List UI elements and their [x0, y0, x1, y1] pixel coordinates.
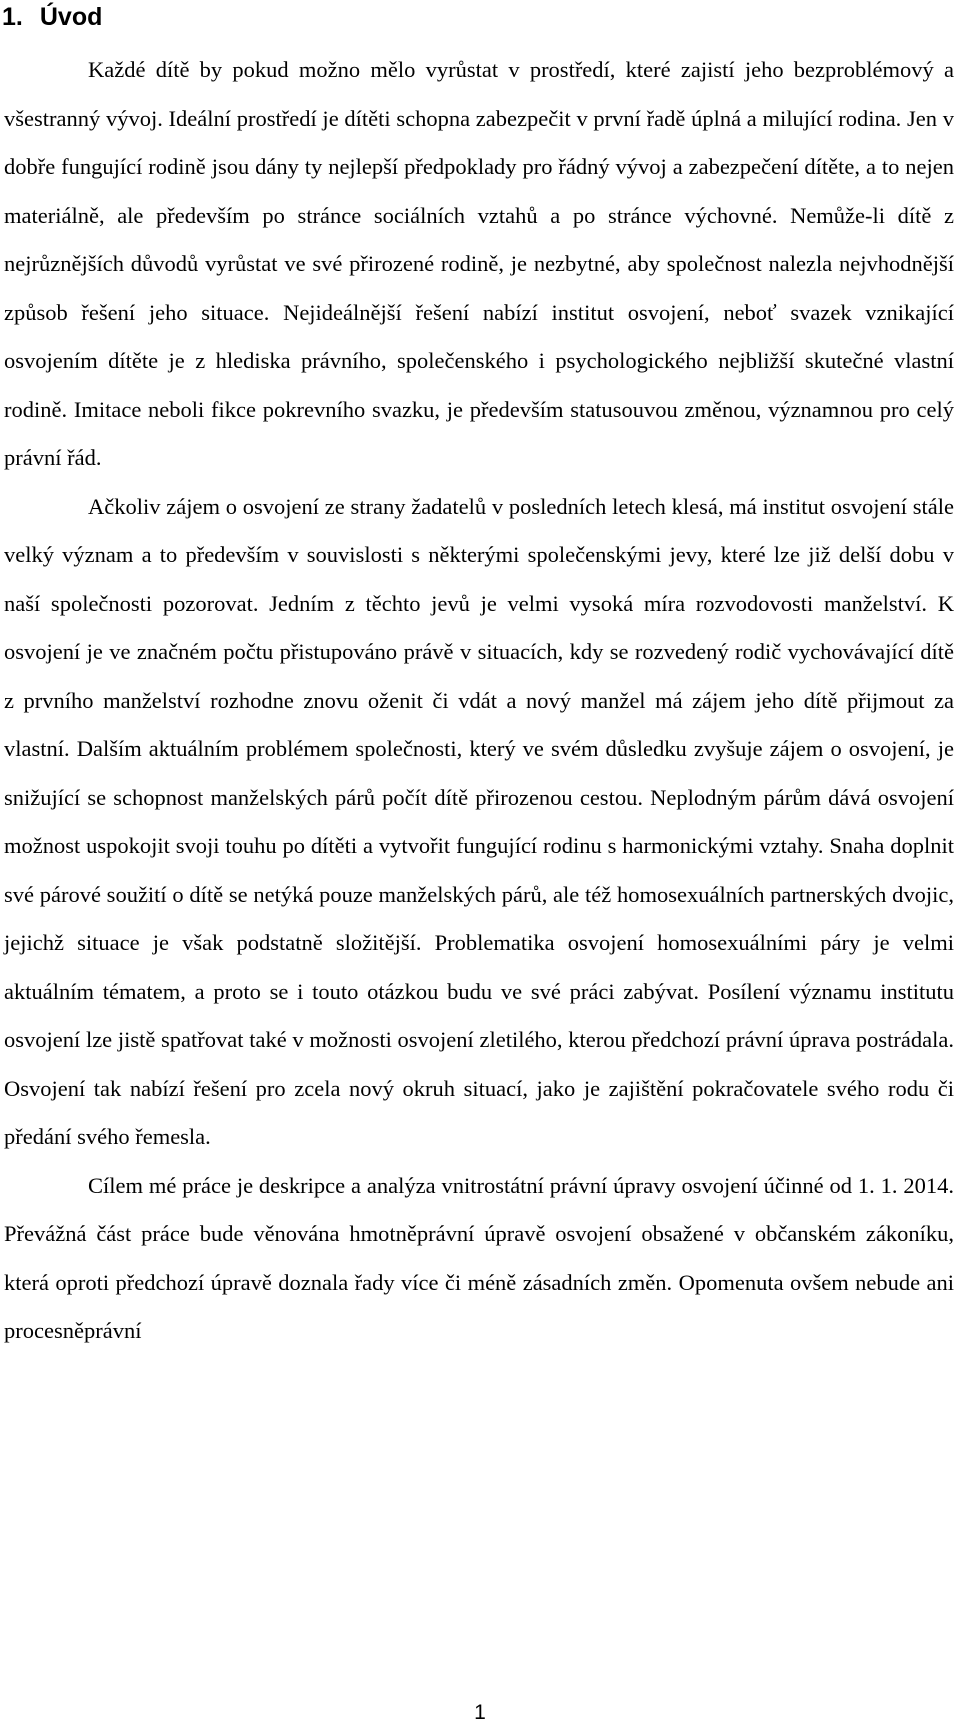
- chapter-number: 1.: [2, 3, 23, 31]
- body-text: [4, 46, 954, 1356]
- paragraph-adoption-significance: Ačkoliv zájem o osvojení ze strany žadatelů v posledních letech klesá, má institut osvojení stále velký význam a to především v souvislosti s některými společenskými jevy, které lze již delší dobu v naší společnosti pozorovat. Jedním z těchto jevů je velmi vysoká míra rozvodovosti manželství. K osvojení je ve značném počtu přistupováno právě v situacích, kdy se rozvedený rodič vychovávající dítě z prvního manželství rozhodne znovu oženit či vdát a nový manžel má zájem jeho dítě přijmout za vlastní. Dalším aktuálním problémem společnosti, který ve svém důsledku zvyšuje zájem o osvojení, je snižující se schopnost manželských párů počít dítě přirozenou cestou. Neplodným párům dává osvojení možnost uspokojit svoji touhu po dítěti a vytvořit fungující rodinu s harmonickými vztahy. Snaha doplnit své párové soužití o dítě se netýká pouze manželských párů, ale též homosexuálních partnerských dvojic, jejichž situace je však podstatně složitější. Problematika osvojení homosexuálními páry je velmi aktuálním tématem, a proto se i touto otázkou budu ve své práci zabývat. Posílení významu institutu osvojení lze jistě spatřovat také v možnosti osvojení zletilého, kterou předchozí právní úprava postrádala. Osvojení tak nabízí řešení pro zcela nový okruh situací, jako je zajištění pokračovatele svého rodu či předání svého řemesla.: [4, 493, 954, 1149]
- chapter-title: Úvod: [39, 3, 103, 31]
- page-number: 1: [474, 1701, 486, 1724]
- paragraph-thesis-aim: Cílem mé práce je deskripce a analýza vnitrostátní právní úpravy osvojení účinné od 1. 1. 2014. Převážná část práce bude věnována hmotněprávní úpravě osvojení obsažené v občanském zákoníku, která oproti předchozí úpravě doznala řady více či méně zásadních změn. Opomenuta ovšem nebude ani procesněprávní: [4, 1172, 954, 1343]
- chapter-heading: [2, 0, 102, 34]
- paragraph-intro: Každé dítě by pokud možno mělo vyrůstat v prostředí, které zajistí jeho bezproblémový a všestranný vývoj. Ideální prostředí je dítěti schopna zabezpečit v první řadě úplná a milující rodina. Jen v dobře fungující rodině jsou dány ty nejlepší předpoklady pro řádný vývoj a zabezpečení dítěte, a to nejen materiálně, ale především po stránce sociálních vztahů a po stránce výchovné. Nemůže-li dítě z nejrůznějších důvodů vyrůstat ve své přirozené rodině, je nezbytné, aby společnost nalezla nejvhodnější způsob řešení jeho situace. Nejideálnější řešení nabízí institut osvojení, neboť svazek vznikající osvojením dítěte je z hlediska právního, společenského i psychologického nejbližší skutečné vlastní rodině. Imitace neboli fikce pokrevního svazku, je především statusouvou změnou, významnou pro celý právní řád.: [4, 57, 954, 470]
